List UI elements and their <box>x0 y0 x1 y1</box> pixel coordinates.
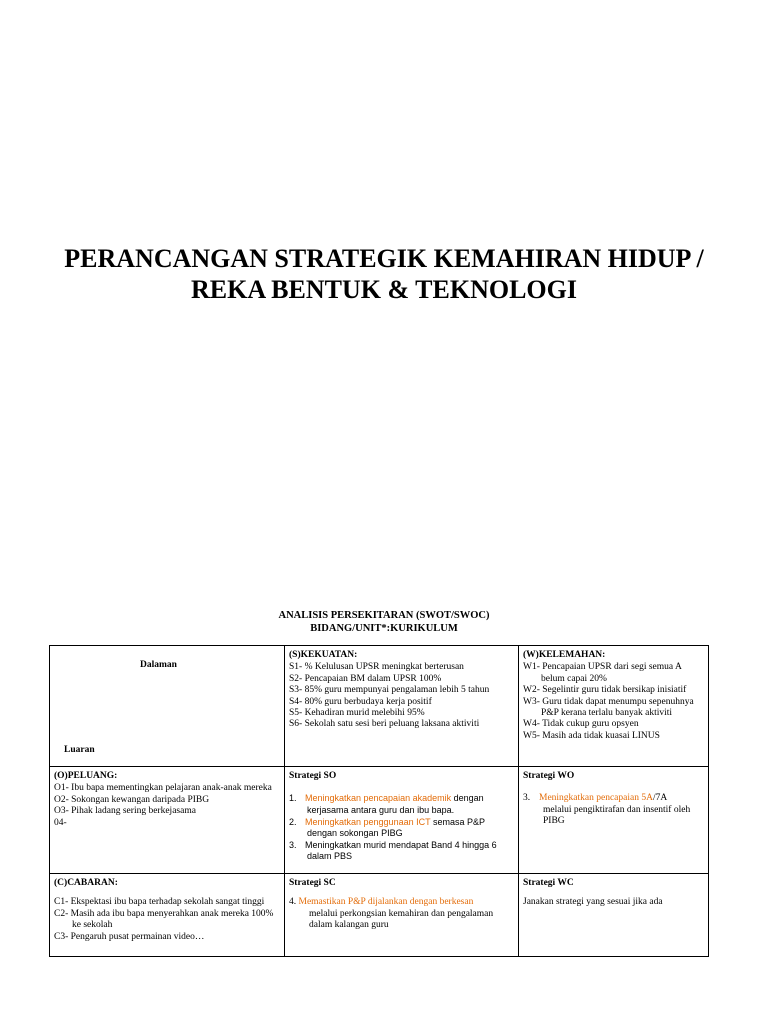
list-item-continuation: melalui pengiktirafan dan insentif oleh PIBG <box>543 804 691 827</box>
list-item: C1- Ekspektasi ibu bapa terhadap sekolah sangat tinggi <box>54 897 265 908</box>
list-item: S4- 80% guru berbudaya kerja positif <box>289 696 432 707</box>
list-item: 4. Memastikan P&P dijalankan dengan berkesan <box>289 897 474 908</box>
list-item: O3- Pihak ladang sering berkejasama <box>54 806 196 817</box>
luaran-label: Luaran <box>64 745 95 755</box>
list-item: 3. Meningkatkan pencapaian 5A/7A <box>523 793 668 804</box>
strategi-so-cell <box>285 767 519 874</box>
strategi-so-header: Strategi SO <box>289 771 337 781</box>
table-row <box>50 874 709 957</box>
strategi-wc-text: Janakan strategi yang sesuai jika ada <box>523 897 663 908</box>
list-item: 04- <box>54 817 67 828</box>
list-item: C2- Masih ada ibu bapa menyerahkan anak mereka 100% ke sekolah <box>54 908 274 931</box>
peluang-header: (O)PELUANG: <box>54 771 118 781</box>
analysis-heading-block <box>0 609 768 635</box>
kelemahan-header: (W)KELEMAHAN: <box>523 650 606 660</box>
strategi-wo-header: Strategi WO <box>523 771 575 781</box>
strategi-wc-cell <box>519 874 709 957</box>
strategi-sc-cell <box>285 874 519 957</box>
highlight-text: Memastikan P&P dijalankan dengan berkesan <box>298 897 474 908</box>
strategi-wc-header: Strategi WC <box>523 878 574 888</box>
list-item: 2. Meningkatkan penggunaan ICT semasa P&P dengan sokongan PIBG <box>289 816 485 839</box>
list-item: O1- Ibu bapa mementingkan pelajaran anak-anak mereka <box>54 783 272 794</box>
list-item: W1- Pencapaian UPSR dari segi semua A belum capai 20% <box>523 662 682 684</box>
table-row <box>50 646 709 767</box>
list-item-continuation: melalui perkongsian kemahiran dan pengalaman dalam kalangan guru <box>309 908 494 931</box>
highlight-text: Meningkatkan pencapaian akademik <box>305 793 452 804</box>
title-line-1: PERANCANGAN STRATEGIK KEMAHIRAN HIDUP / <box>64 244 704 273</box>
list-item: C3- Pengaruh pusat permainan video… <box>54 931 205 942</box>
analysis-heading: ANALISIS PERSEKITARAN (SWOT/SWOC) <box>278 610 490 621</box>
dalaman-label: Dalaman <box>140 660 177 670</box>
table-row <box>50 767 709 874</box>
list-item: O2- Sokongan kewangan daripada PIBG <box>54 794 210 805</box>
kekuatan-header: (S)KEKUATAN: <box>289 650 358 660</box>
cabaran-cell <box>50 874 285 957</box>
strategi-wo-cell <box>519 767 709 874</box>
page-title <box>40 243 728 305</box>
list-item: S5- Kehadiran murid melebihi 95% <box>289 708 425 719</box>
corner-cell <box>50 646 285 767</box>
strategi-sc-header: Strategi SC <box>289 878 336 888</box>
highlight-text: Meningkatkan penggunaan ICT <box>305 816 431 827</box>
highlight-text: Meningkatkan pencapaian 5A <box>539 793 653 804</box>
peluang-cell <box>50 767 285 874</box>
list-item: 1. Meningkatkan pencapaian akademik dengan kerjasama antara guru dan ibu bapa. <box>289 793 484 815</box>
list-item: W4- Tidak cukup guru opsyen <box>523 719 639 730</box>
cabaran-header: (C)CABARAN: <box>54 878 118 888</box>
kekuatan-cell <box>285 646 519 767</box>
swot-table <box>49 645 709 957</box>
title-line-2: REKA BENTUK & TEKNOLOGI <box>191 275 577 304</box>
analysis-subheading: BIDANG/UNIT*:KURIKULUM <box>310 623 458 634</box>
list-item: S6- Sekolah satu sesi beri peluang laksana aktiviti <box>289 719 480 730</box>
list-item: W5- Masih ada tidak kuasai LINUS <box>523 730 660 741</box>
list-item: S1- % Kelulusan UPSR meningkat berterusan <box>289 662 464 673</box>
kelemahan-cell <box>519 646 709 767</box>
list-item: S2- Pencapaian BM dalam UPSR 100% <box>289 673 442 684</box>
list-item: W3- Guru tidak dapat menumpu sepenuhnya P&P kerana terlalu banyak aktiviti <box>523 696 694 719</box>
list-item: 3. Meningkatkan murid mendapat Band 4 hingga 6 dalam PBS <box>289 839 497 862</box>
list-item: W2- Segelintir guru tidak bersikap inisiatif <box>523 685 687 696</box>
list-item: S3- 85% guru mempunyai pengalaman lebih 5 tahun <box>289 685 490 696</box>
